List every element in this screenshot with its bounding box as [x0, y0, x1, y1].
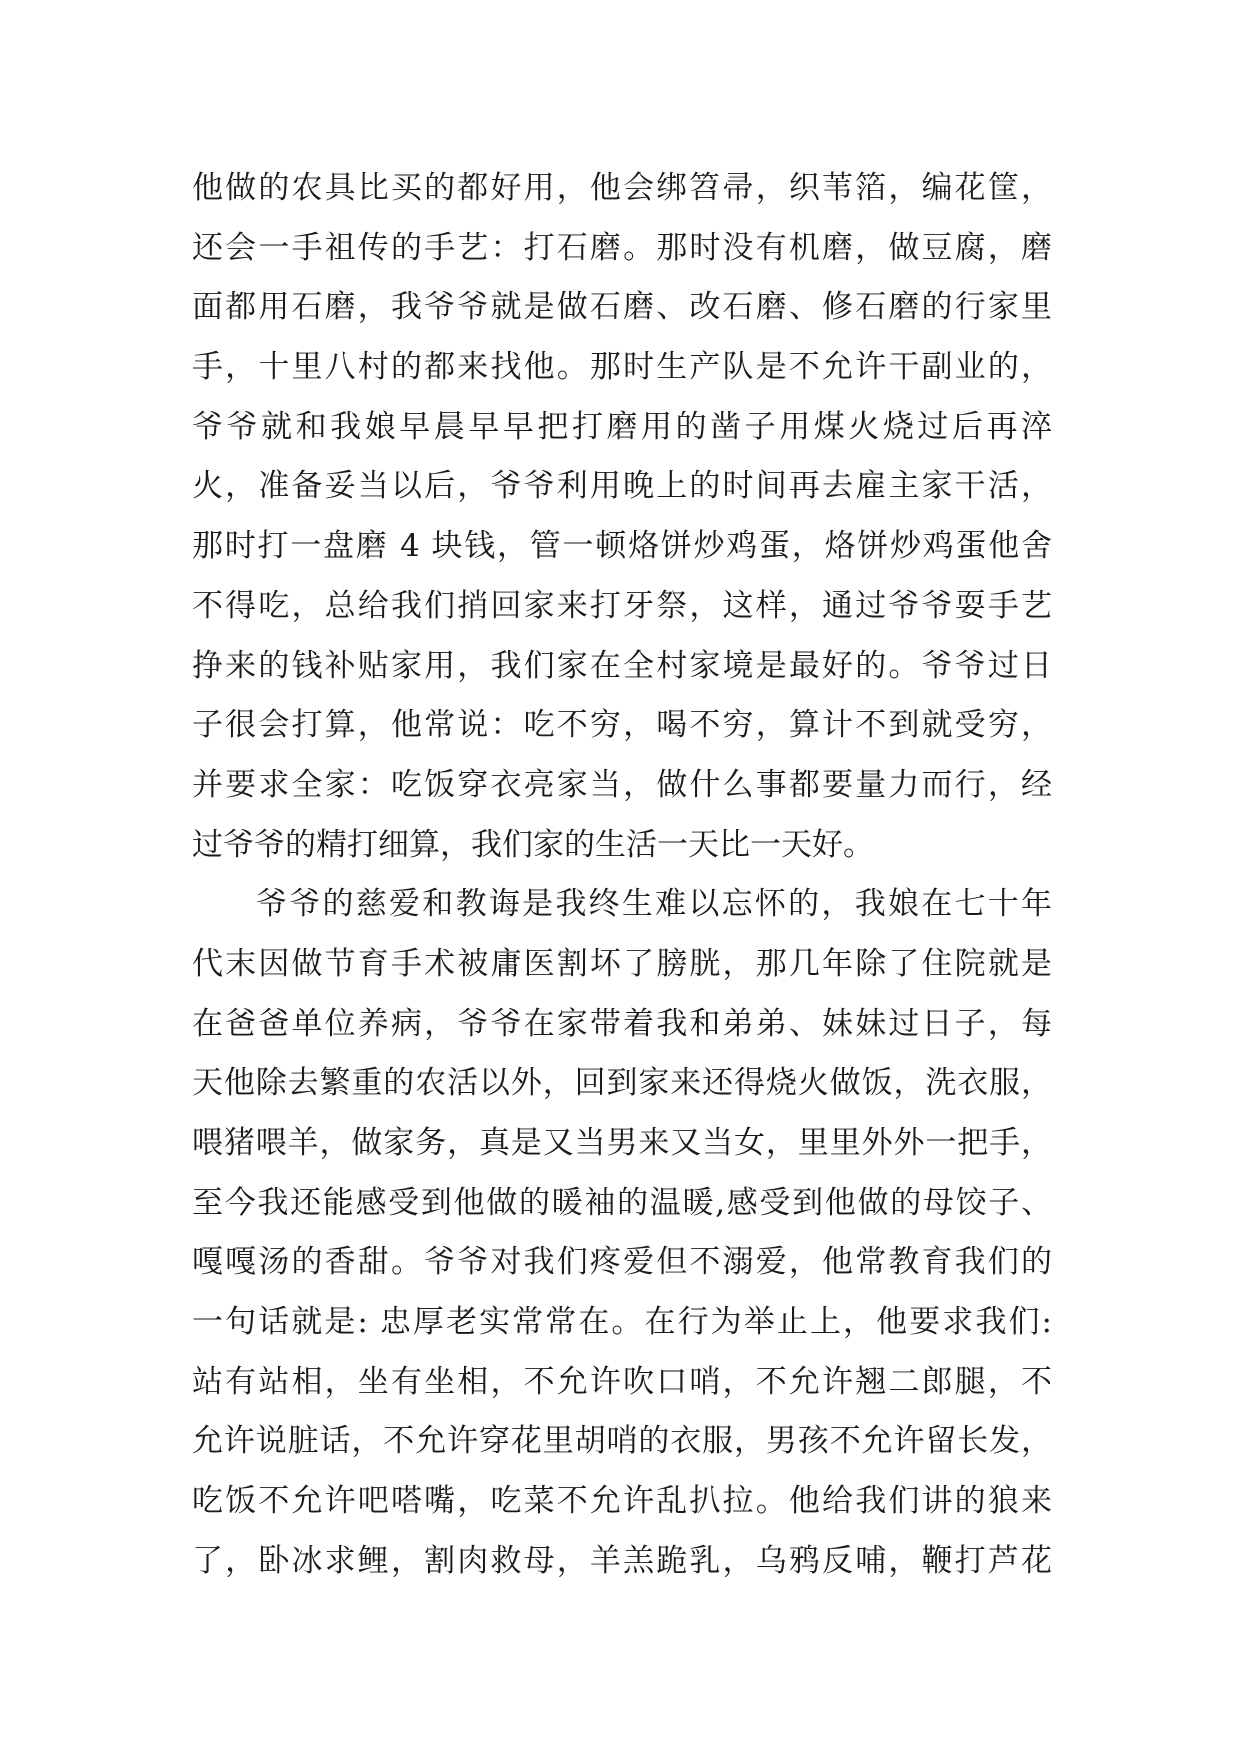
text-line: 一句话就是: 忠厚老实常常在。在行为举止上，他要求我们:	[192, 1304, 1052, 1341]
text-line: 天他除去繁重的农活以外，回到家来还得烧火做饭，洗衣服，	[192, 1065, 1052, 1102]
text-line: 在爸爸单位养病，爷爷在家带着我和弟弟、妹妹过日子，每	[192, 1005, 1052, 1042]
text-line: 不得吃，总给我们捎回家来打牙祭，这样，通过爷爷耍手艺	[192, 587, 1052, 624]
text-line: 那时打一盘磨 4 块钱，管一顿烙饼炒鸡蛋，烙饼炒鸡蛋他舍	[192, 528, 1052, 565]
text-line: 代末因做节育手术被庸医割坏了膀胱，那几年除了住院就是	[192, 945, 1052, 982]
text-line: 嘎嘎汤的香甜。爷爷对我们疼爱但不溺爱，他常教育我们的	[192, 1244, 1052, 1281]
text-line: 手，十里八村的都来找他。那时生产队是不允许干副业的，	[192, 349, 1052, 386]
text-line: 喂猪喂羊，做家务，真是又当男来又当女，里里外外一把手，	[192, 1125, 1052, 1161]
text-line: 站有站相，坐有坐相，不允许吹口哨，不允许翘二郎腿，不	[192, 1363, 1052, 1400]
text-line: 吃饭不允许吧嗒嘴，吃菜不允许乱扒拉。他给我们讲的狼来	[192, 1483, 1052, 1520]
text-line: 面都用石磨，我爷爷就是做石磨、改石磨、修石磨的行家里	[192, 289, 1052, 326]
text-line: 过爷爷的精打细算，我们家的生活一天比一天好。	[192, 826, 874, 863]
body-text	[192, 166, 1052, 1599]
text-line: 了，卧冰求鲤，割肉救母，羊羔跪乳，乌鸦反哺，鞭打芦花	[192, 1542, 1052, 1579]
text-line: 允许说脏话，不允许穿花里胡哨的衣服，男孩不允许留长发，	[192, 1423, 1052, 1460]
text-line: 爷爷就和我娘早晨早早把打磨用的凿子用煤火烧过后再淬	[192, 408, 1052, 445]
text-line: 并要求全家：吃饭穿衣亮家当，做什么事都要量力而行，经	[192, 766, 1052, 803]
text-line: 火，准备妥当以后，爷爷利用晚上的时间再去雇主家干活，	[192, 468, 1052, 505]
text-line: 至今我还能感受到他做的暖袖的温暖,感受到他做的母饺子、	[192, 1184, 1052, 1221]
text-line: 他做的农具比买的都好用，他会绑笤帚，织苇箔，编花筐，	[192, 170, 1052, 206]
text-line: 还会一手祖传的手艺：打石磨。那时没有机磨，做豆腐，磨	[192, 229, 1052, 266]
text-line: 子很会打算，他常说：吃不穷，喝不穷，算计不到就受穷，	[192, 707, 1052, 744]
text-line: 挣来的钱补贴家用，我们家在全村家境是最好的。爷爷过日	[192, 647, 1052, 684]
text-line: 爷爷的慈爱和教诲是我终生难以忘怀的，我娘在七十年	[256, 886, 1052, 923]
